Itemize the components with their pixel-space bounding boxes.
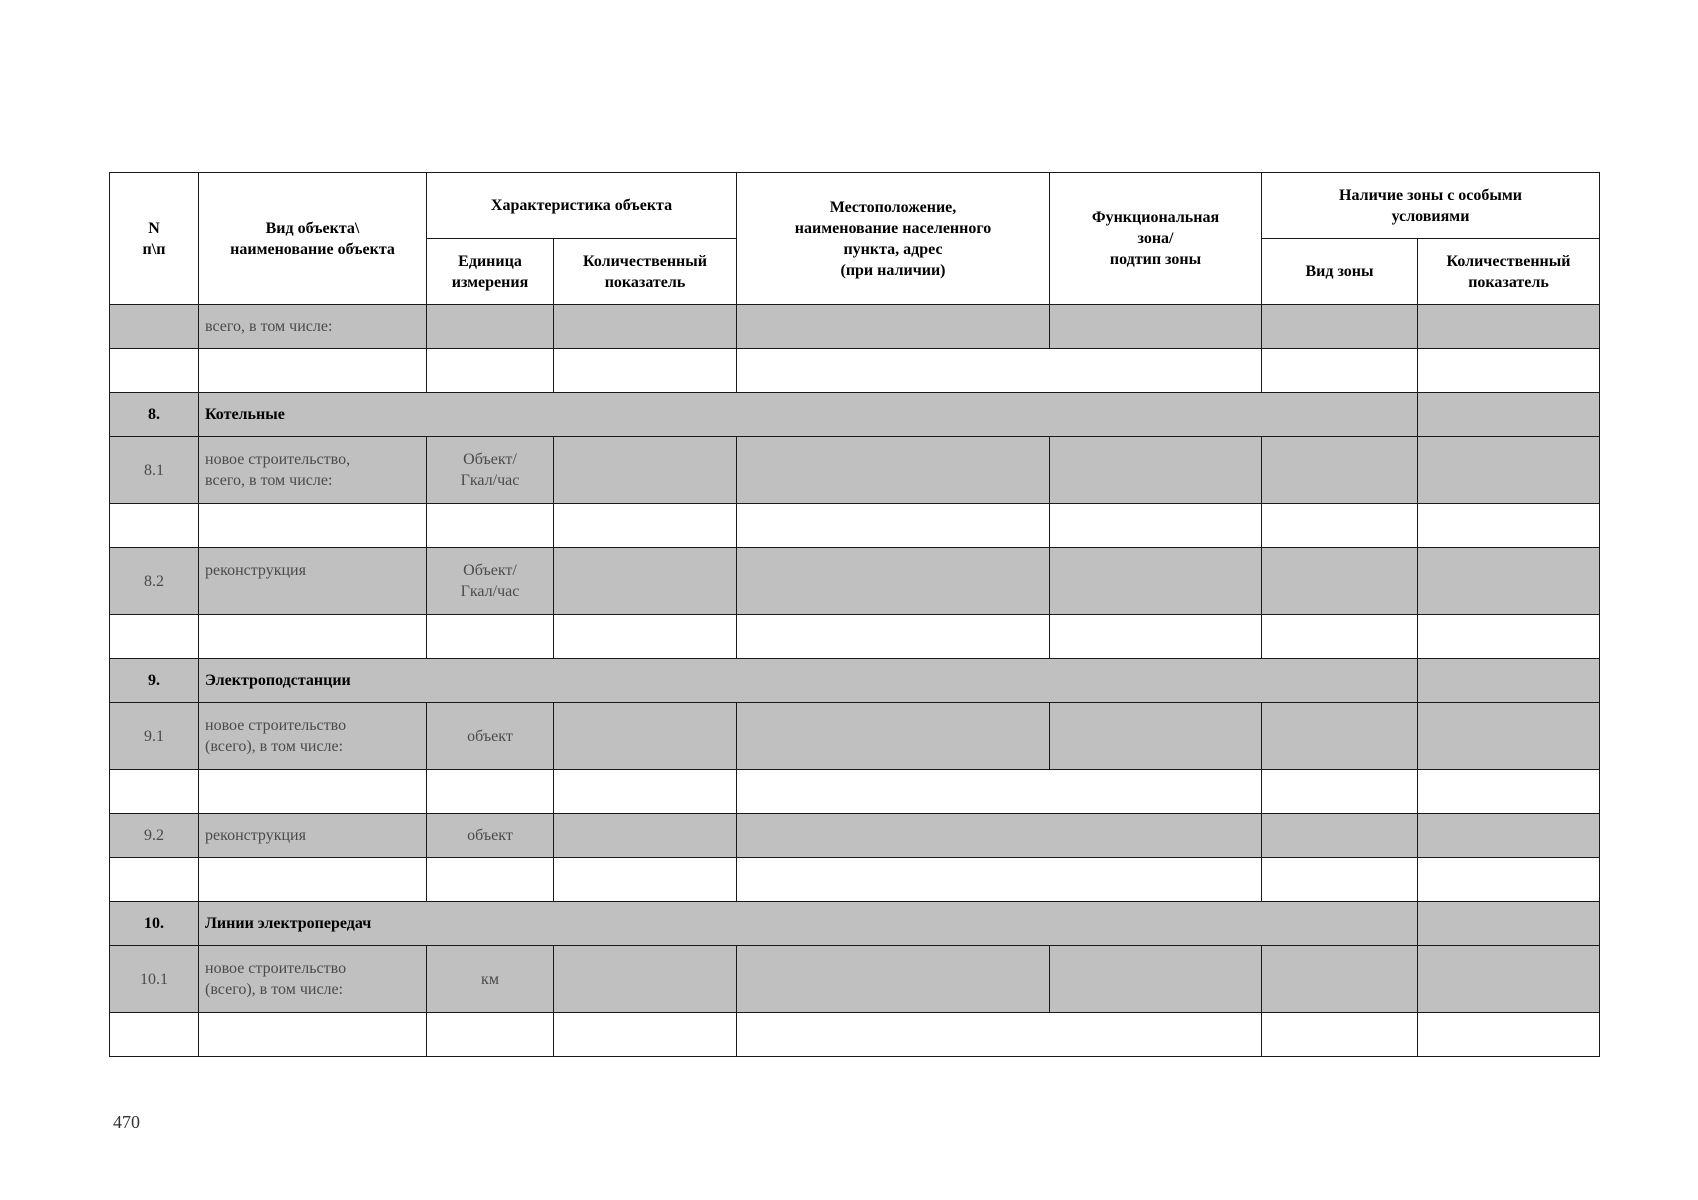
cell-location <box>737 437 1050 504</box>
cell-quantity <box>554 814 737 858</box>
cell-zone-quantity <box>1418 703 1600 770</box>
cell-quantity <box>554 305 737 349</box>
cell-object-type: новое строительство (всего), в том числе: <box>199 703 427 770</box>
table-row-blank <box>110 615 1600 659</box>
cell-zone-quantity <box>1418 305 1600 349</box>
header-zone-type: Вид зоны <box>1262 239 1418 305</box>
cell-zone-type <box>1262 814 1418 858</box>
table-row-blank <box>110 349 1600 393</box>
cell-zone-type <box>1262 305 1418 349</box>
cell-zone-quantity <box>1418 946 1600 1013</box>
cell-zone-quantity <box>1418 548 1600 615</box>
cell-zone-type <box>1262 703 1418 770</box>
section-row-power-lines <box>110 902 1600 946</box>
cell-number: 8.1 <box>110 437 199 504</box>
section-title: Линии электропередач <box>199 902 1418 946</box>
cell-quantity <box>554 437 737 504</box>
cell-functional-zone <box>1050 437 1262 504</box>
section-number: 9. <box>110 659 199 703</box>
section-title: Электроподстанции <box>199 659 1418 703</box>
table-row-9-2 <box>110 814 1600 858</box>
cell-number: 9.1 <box>110 703 199 770</box>
cell-unit: Объект/ Гкал/час <box>427 437 554 504</box>
cell-quantity <box>554 548 737 615</box>
header-zone-quantity: Количественный показатель <box>1418 239 1600 305</box>
section-row-substations <box>110 659 1600 703</box>
section-number: 10. <box>110 902 199 946</box>
cell-location <box>737 946 1050 1013</box>
cell-zone-quantity <box>1418 814 1600 858</box>
cell-location <box>737 548 1050 615</box>
table-row-8-2 <box>110 548 1600 615</box>
table-row-10-1 <box>110 946 1600 1013</box>
cell-number: 8.2 <box>110 548 199 615</box>
header-functional-zone: Функциональная зона/ подтип зоны <box>1050 173 1262 305</box>
table-row-9-1 <box>110 703 1600 770</box>
cell-functional-zone <box>1050 548 1262 615</box>
cell-functional-zone <box>1050 946 1262 1013</box>
territorial-planning-table <box>109 172 1600 1057</box>
cell-functional-zone <box>1050 305 1262 349</box>
cell-object-type: реконструкция <box>199 548 427 615</box>
cell-number <box>110 305 199 349</box>
cell-location <box>737 814 1262 858</box>
header-object-type: Вид объекта\ наименование объекта <box>199 173 427 305</box>
page-number: 470 <box>113 1112 140 1132</box>
cell-unit: объект <box>427 703 554 770</box>
cell-number: 9.2 <box>110 814 199 858</box>
table-row-8-1 <box>110 437 1600 504</box>
cell-zone-type <box>1262 946 1418 1013</box>
header-unit: Единица измерения <box>427 239 554 305</box>
cell-number: 10.1 <box>110 946 199 1013</box>
cell-unit: объект <box>427 814 554 858</box>
cell-object-type: новое строительство, всего, в том числе: <box>199 437 427 504</box>
header-object-characteristics: Характеристика объекта <box>427 173 737 239</box>
table-row-blank <box>110 504 1600 548</box>
cell-location <box>737 305 1050 349</box>
cell-object-type: новое строительство (всего), в том числе: <box>199 946 427 1013</box>
table-row-blank <box>110 1013 1600 1057</box>
cell-zone-type <box>1262 548 1418 615</box>
table-row-total <box>110 305 1600 349</box>
cell-zone-quantity <box>1418 437 1600 504</box>
cell-unit <box>427 305 554 349</box>
cell-functional-zone <box>1050 703 1262 770</box>
header-special-conditions-zone: Наличие зоны с особыми условиями <box>1262 173 1600 239</box>
cell-object-type: реконструкция <box>199 814 427 858</box>
cell-zone-type <box>1262 437 1418 504</box>
section-title: Котельные <box>199 393 1418 437</box>
cell-location <box>737 703 1050 770</box>
section-number: 8. <box>110 393 199 437</box>
cell-quantity <box>554 703 737 770</box>
cell-unit: Объект/ Гкал/час <box>427 548 554 615</box>
table-row-blank <box>110 858 1600 902</box>
header-number: N п\п <box>110 173 199 305</box>
cell-unit: км <box>427 946 554 1013</box>
header-quantity: Количественный показатель <box>554 239 737 305</box>
cell-quantity <box>554 946 737 1013</box>
header-location: Местоположение, наименование населенного пункта, адрес (при наличии) <box>737 173 1050 305</box>
table-row-blank <box>110 770 1600 814</box>
section-row-boiler-houses <box>110 393 1600 437</box>
cell-object-type: всего, в том числе: <box>199 305 427 349</box>
